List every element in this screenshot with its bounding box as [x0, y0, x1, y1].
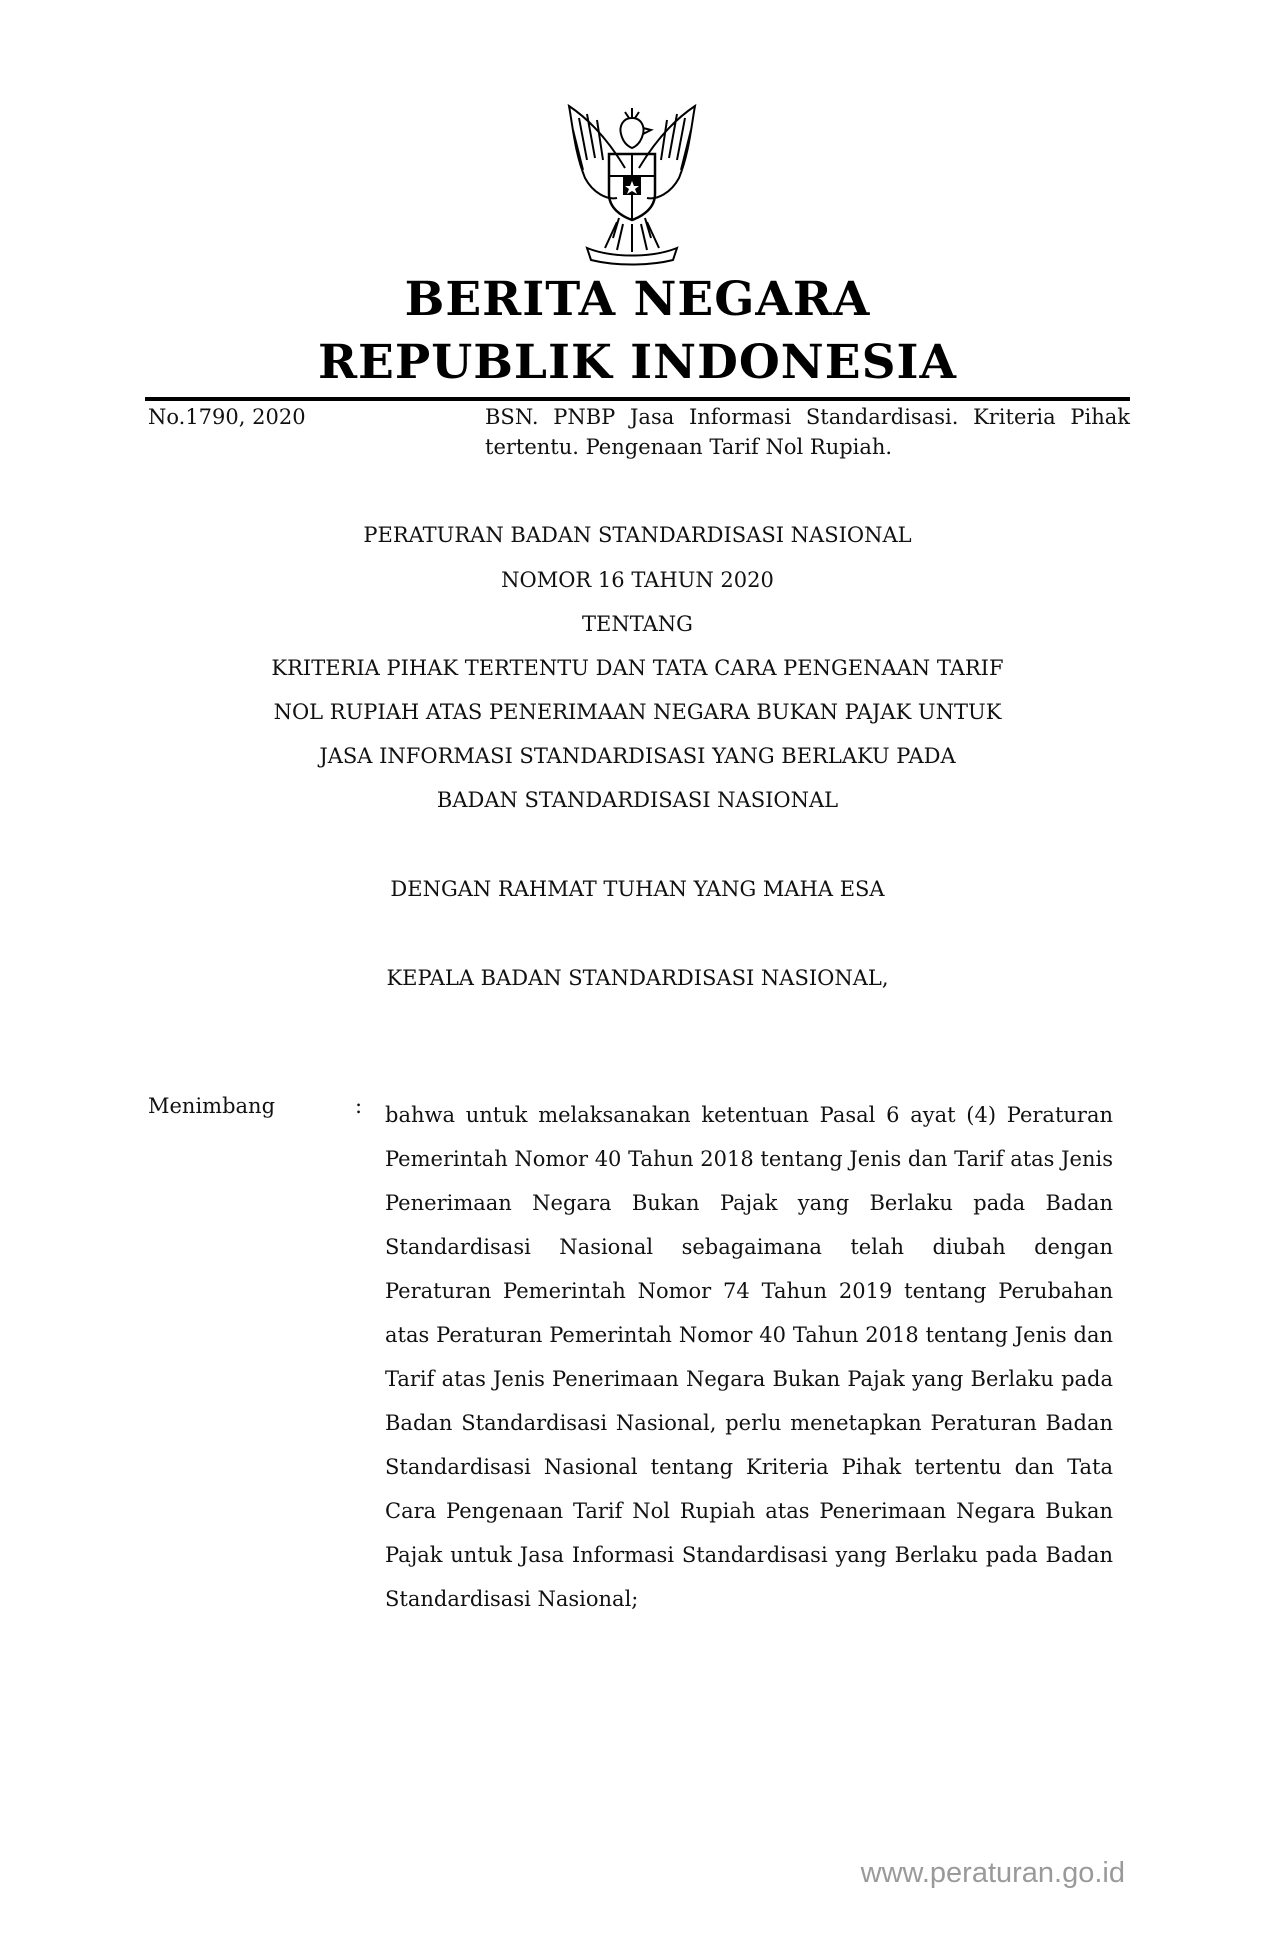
gazette-description: BSN. PNBP Jasa Informasi Standardisasi. Kriteria Pihak tertentu. Pengenaan Tarif Nol Rupiah. — [485, 405, 1130, 459]
footer-url: www.peraturan.go.id — [860, 1857, 1125, 1889]
regulation-title-line: NOL RUPIAH ATAS PENERIMAAN NEGARA BUKAN PAJAK UNTUK — [273, 700, 1002, 724]
preamble: DENGAN RAHMAT TUHAN YANG MAHA ESA — [390, 877, 885, 901]
header-divider — [145, 397, 1130, 401]
regulation-title-line: BADAN STANDARDISASI NASIONAL — [436, 788, 839, 812]
issuer: KEPALA BADAN STANDARDISASI NASIONAL, — [386, 966, 889, 990]
considering-label: Menimbang — [148, 1094, 276, 1118]
masthead-title-line1: BERITA NEGARA — [404, 272, 871, 327]
regulation-title-line: JASA INFORMASI STANDARDISASI YANG BERLAKU PADA — [319, 744, 956, 768]
considering-text: bahwa untuk melaksanakan ketentuan Pasal 6 ayat (4) Peraturan Pemerintah Nomor 40 Tahun 2018 tentang Jenis dan Tarif atas Jenis Penerimaan Negara Bukan Pajak yang Berlaku pada Badan Standardisasi Nasional sebagaimana telah diubah dengan Peraturan Pemerintah Nomor 74 Tahun 2019 tentang Perubahan atas Peraturan Pemerintah Nomor 40 Tahun 2018 tentang Jenis dan Tarif atas Jenis Penerimaan Negara Bukan Pajak yang Berlaku pada Badan Standardisasi Nasional, perlu menetapkan Peraturan Badan Standardisasi Nasional tentang Kriteria Pihak tertentu dan Tata Cara Pengenaan Tarif Nol Rupiah atas Penerimaan Negara Bukan Pajak untuk Jasa Informasi Standardisasi yang Berlaku pada Badan Standardisasi Nasional; — [385, 1103, 1113, 1611]
regulation-title-line: KRITERIA PIHAK TERTENTU DAN TATA CARA PENGENAAN TARIF — [271, 656, 1004, 680]
garuda-emblem-icon — [557, 98, 707, 268]
masthead-title-line2: REPUBLIK INDONESIA — [317, 335, 957, 390]
considering-colon: : — [355, 1094, 363, 1118]
regulation-about: TENTANG — [582, 612, 693, 636]
gazette-number: No.1790, 2020 — [148, 405, 306, 429]
regulation-number: NOMOR 16 TAHUN 2020 — [501, 568, 774, 592]
regulation-heading: PERATURAN BADAN STANDARDISASI NASIONAL — [363, 523, 912, 547]
